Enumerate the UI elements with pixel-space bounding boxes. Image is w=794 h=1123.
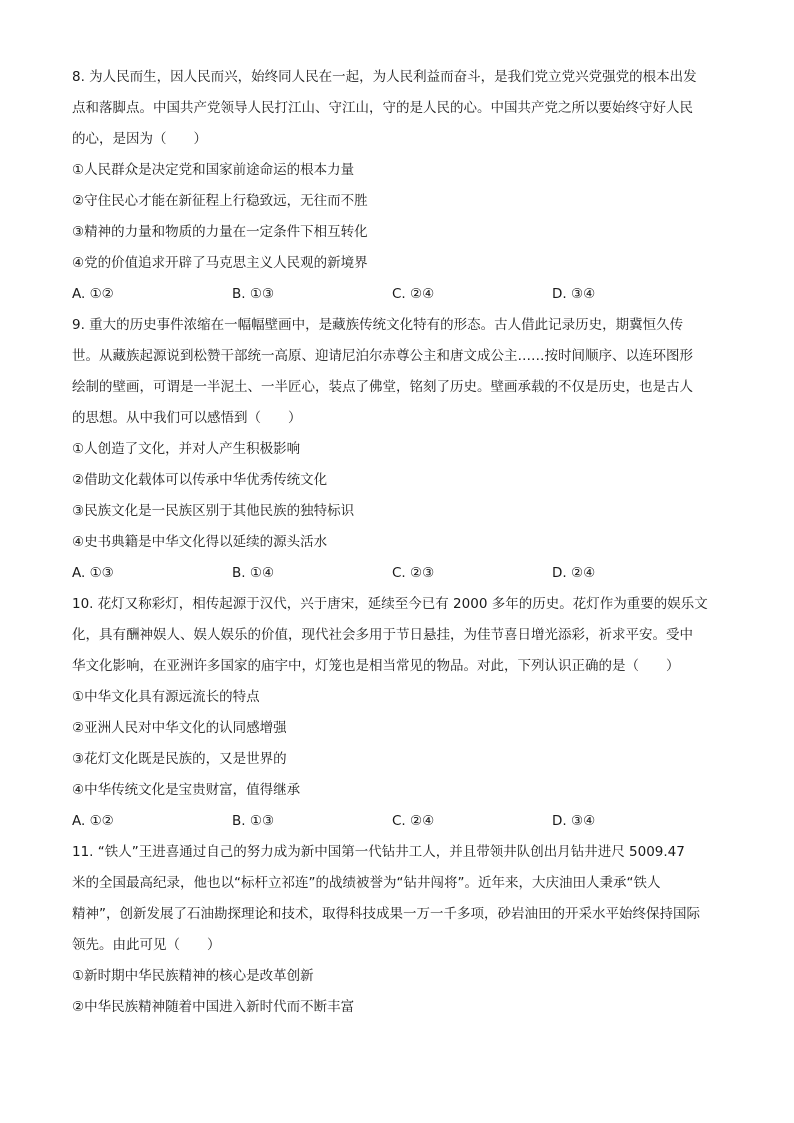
question-8-stem-line-3: 的心，是因为（ ）: [72, 131, 207, 147]
question-8-stem-line-2: 点和落脚点。中国共产党领导人民打江山、守江山，守的是人民的心。中国共产党之所以要始终守好人民: [72, 100, 693, 116]
question-8-option-a: A. ①②: [72, 286, 114, 302]
question-8-option-c: C. ②④: [392, 286, 435, 302]
question-10-item-2: ②亚洲人民对中华文化的认同感增强: [72, 720, 287, 736]
question-9-option-b: B. ①④: [232, 565, 275, 581]
question-8-item-1: ①人民群众是决定党和国家前途命运的根本力量: [72, 162, 355, 178]
question-9-stem-line-1: 9. 重大的历史事件浓缩在一幅幅壁画中，是藏族传统文化特有的形态。古人借此记录历史，期冀恒久传: [72, 317, 684, 333]
question-8-option-d: D. ③④: [552, 286, 596, 302]
question-10-stem-line-3: 华文化影响，在亚洲许多国家的庙宇中，灯笼也是相当常见的物品。对此，下列认识正确的是（ ）: [72, 658, 680, 674]
question-9-item-1: ①人创造了文化，并对人产生积极影响: [72, 441, 301, 457]
question-11-stem-line-1: 11. “铁人”王进喜通过自己的努力成为新中国第一代钻井工人，并且带领井队创出月钻井进尺 5009.47: [72, 844, 685, 860]
question-11-item-1: ①新时期中华民族精神的核心是改革创新: [72, 968, 314, 984]
question-10-options: [72, 806, 724, 837]
question-9-item-2: ②借助文化载体可以传承中华优秀传统文化: [72, 472, 328, 488]
question-11-item-2: ②中华民族精神随着中国进入新时代而不断丰富: [72, 999, 355, 1015]
question-9-options: [72, 558, 724, 589]
question-10-option-d: D. ③④: [552, 813, 596, 829]
question-9-item-3: ③民族文化是一民族区别于其他民族的独特标识: [72, 503, 355, 519]
question-8-item-2: ②守住民心才能在新征程上行稳致远，无往而不胜: [72, 193, 368, 209]
question-9-option-d: D. ②④: [552, 565, 596, 581]
document-page: [72, 62, 724, 1023]
question-8-option-b: B. ①③: [232, 286, 275, 302]
question-10-option-a: A. ①②: [72, 813, 114, 829]
question-10-item-1: ①中华文化具有源远流长的特点: [72, 689, 260, 705]
question-9-stem-line-2: 世。从藏族起源说到松赞干部统一高原、迎请尼泊尔赤尊公主和唐文成公主……按时间顺序、以连环图形: [72, 348, 693, 364]
question-8-options: [72, 279, 724, 310]
question-9-option-a: A. ①③: [72, 565, 114, 581]
question-10-item-4: ④中华传统文化是宝贵财富，值得继承: [72, 782, 301, 798]
question-9-stem-line-3: 绘制的壁画，可谓是一半泥土、一半匠心，装点了佛堂，铭刻了历史。壁画承载的不仅是历史，也是古人: [72, 379, 693, 395]
question-8-item-3: ③精神的力量和物质的力量在一定条件下相互转化: [72, 224, 368, 240]
question-9: [72, 310, 724, 589]
question-11-stem-line-4: 领先。由此可见（ ）: [72, 937, 221, 953]
question-9-option-c: C. ②③: [392, 565, 435, 581]
question-8: [72, 62, 724, 310]
question-8-stem-line-1: 8. 为人民而生，因人民而兴，始终同人民在一起，为人民利益而奋斗，是我们党立党兴党强党的根本出发: [72, 69, 697, 85]
question-10-option-b: B. ①③: [232, 813, 275, 829]
question-11: [72, 837, 724, 1023]
question-8-item-4: ④党的价值追求开辟了马克思主义人民观的新境界: [72, 255, 368, 271]
question-9-item-4: ④史书典籍是中华文化得以延续的源头活水: [72, 534, 328, 550]
question-10-item-3: ③花灯文化既是民族的，又是世界的: [72, 751, 287, 767]
question-9-stem-line-4: 的思想。从中我们可以感悟到（ ）: [72, 410, 302, 426]
question-11-stem-line-3: 精神”，创新发展了石油勘探理论和技术，取得科技成果一万一千多项，砂岩油田的开采水平始终保持国际: [72, 906, 700, 922]
question-10-stem-line-2: 化，具有酬神娱人、娱人娱乐的价值，现代社会多用于节日悬挂，为佳节喜日增光添彩，祈求平安。受中: [72, 627, 693, 643]
question-11-stem-line-2: 米的全国最高纪录，他也以“标杆立祁连”的战绩被誉为“钻井闯将”。近年来，大庆油田人秉承“铁人: [72, 875, 661, 891]
question-10-stem-line-1: 10. 花灯又称彩灯，相传起源于汉代，兴于唐宋，延续至今已有 2000 多年的历史。花灯作为重要的娱乐文: [72, 596, 708, 612]
question-10: [72, 589, 724, 837]
question-10-option-c: C. ②④: [392, 813, 435, 829]
